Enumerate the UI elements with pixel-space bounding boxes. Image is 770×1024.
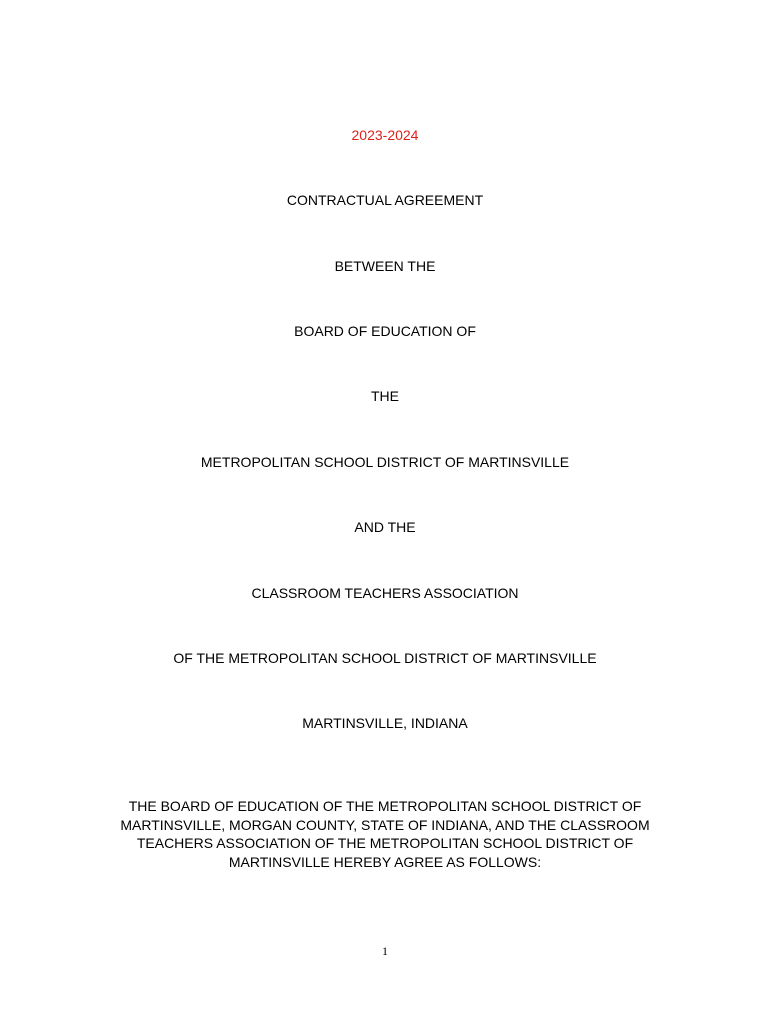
preamble-line: THE BOARD OF EDUCATION OF THE METROPOLITAN SCHOOL DISTRICT OF xyxy=(128,798,642,814)
preamble-line: MARTINSVILLE, MORGAN COUNTY, STATE OF INDIANA, AND THE CLASSROOM xyxy=(120,816,650,833)
title-line-teachers-association: CLASSROOM TEACHERS ASSOCIATION xyxy=(251,585,519,601)
title-line-contractual-agreement: CONTRACTUAL AGREEMENT xyxy=(286,192,484,208)
preamble-line: TEACHERS ASSOCIATION OF THE METROPOLITAN SCHOOL DISTRICT OF xyxy=(136,835,634,851)
title-line-between: BETWEEN THE xyxy=(334,258,436,274)
title-line-the: THE xyxy=(371,388,399,404)
contract-year: 2023-2024 xyxy=(351,127,419,143)
title-line-board-of-education: BOARD OF EDUCATION OF xyxy=(294,323,476,339)
title-line-district: METROPOLITAN SCHOOL DISTRICT OF MARTINSVILLE xyxy=(200,454,570,470)
page-number: 1 xyxy=(382,944,388,958)
title-line-and-the: AND THE xyxy=(354,519,416,535)
title-line-of-district: OF THE METROPOLITAN SCHOOL DISTRICT OF MARTINSVILLE xyxy=(173,650,597,666)
preamble-line: MARTINSVILLE HEREBY AGREE AS FOLLOWS: xyxy=(228,853,542,870)
preamble-paragraph xyxy=(110,797,660,871)
title-line-location: MARTINSVILLE, INDIANA xyxy=(302,715,468,731)
